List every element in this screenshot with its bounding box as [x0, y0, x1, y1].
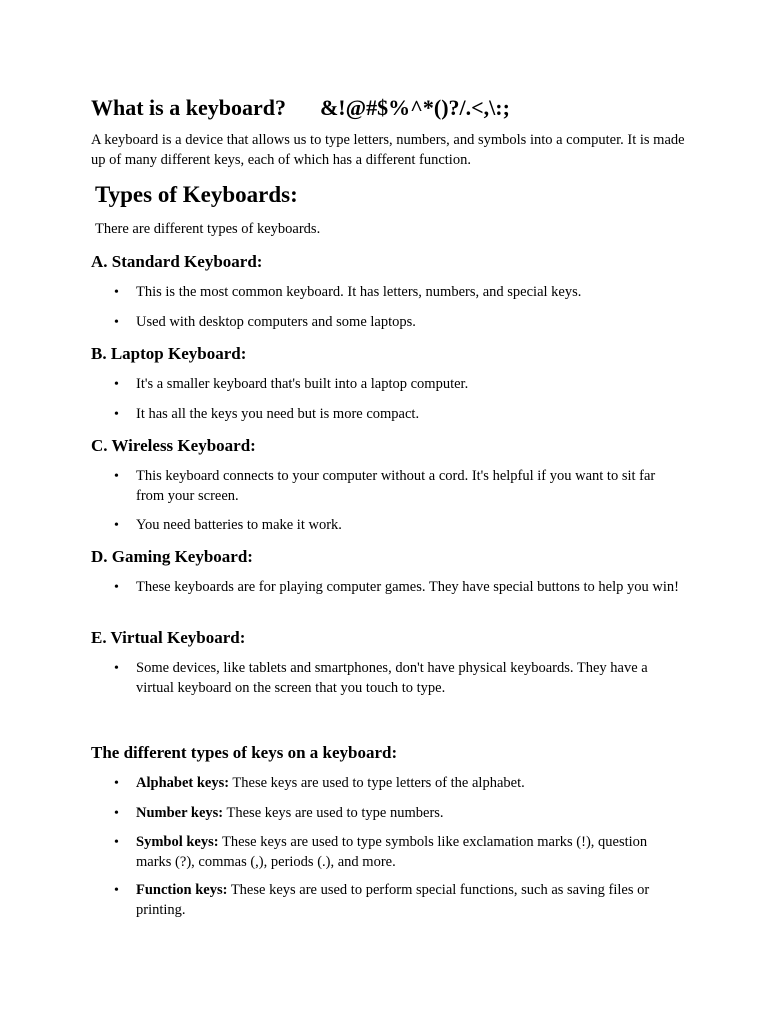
section-heading-wireless: C. Wireless Keyboard:	[91, 436, 256, 455]
key-label: Alphabet keys:	[136, 775, 230, 791]
types-intro: There are different types of keyboards.	[95, 221, 321, 237]
key-description: These keys are used to type numbers.	[223, 805, 444, 821]
types-heading: Types of Keyboards:	[95, 182, 298, 207]
list-item: • This is the most common keyboard. It has letters, numbers, and special keys.	[136, 283, 581, 303]
list-item	[136, 804, 444, 824]
section-heading-standard: A. Standard Keyboard:	[91, 252, 263, 271]
list-item: • It has all the keys you need but is more compact.	[136, 405, 419, 425]
list-item	[136, 833, 686, 872]
key-description: These keys are used to type letters of the alphabet.	[229, 775, 525, 791]
section-heading-laptop: B. Laptop Keyboard:	[91, 344, 247, 363]
list-item	[136, 881, 686, 920]
key-description: These keys are used to type symbols like exclamation marks (!), question marks (?), commas (,), periods (.), and more.	[136, 834, 648, 870]
list-item: • It's a smaller keyboard that's built into a laptop computer.	[136, 375, 468, 395]
keys-heading: The different types of keys on a keyboard:	[91, 743, 398, 762]
list-item: • Used with desktop computers and some laptops.	[136, 313, 416, 333]
intro-paragraph: A keyboard is a device that allows us to type letters, numbers, and symbols into a computer. It is made up of many different keys, each of which has a different function.	[91, 132, 685, 168]
key-label: Function keys:	[136, 882, 228, 898]
list-item: • This keyboard connects to your computer without a cord. It's helpful if you want to sit far from your screen.	[136, 467, 686, 506]
page-title	[91, 95, 510, 121]
key-label: Number keys:	[136, 805, 224, 821]
title-text: What is a keyboard?	[91, 95, 286, 120]
list-item	[136, 774, 525, 794]
section-heading-gaming: D. Gaming Keyboard:	[91, 547, 253, 566]
section-heading-virtual: E. Virtual Keyboard:	[91, 628, 246, 647]
title-symbols: &!@#$%^*()?/.<,\:;	[319, 95, 510, 120]
list-item: • These keyboards are for playing computer games. They have special buttons to help you win!	[136, 578, 681, 598]
list-item: • Some devices, like tablets and smartphones, don't have physical keyboards. They have a virtual keyboard on the screen that you touch to type.	[136, 659, 681, 698]
list-item: • You need batteries to make it work.	[136, 516, 342, 536]
key-label: Symbol keys:	[136, 834, 219, 850]
key-description: These keys are used to perform special functions, such as saving files or printing.	[136, 882, 650, 918]
